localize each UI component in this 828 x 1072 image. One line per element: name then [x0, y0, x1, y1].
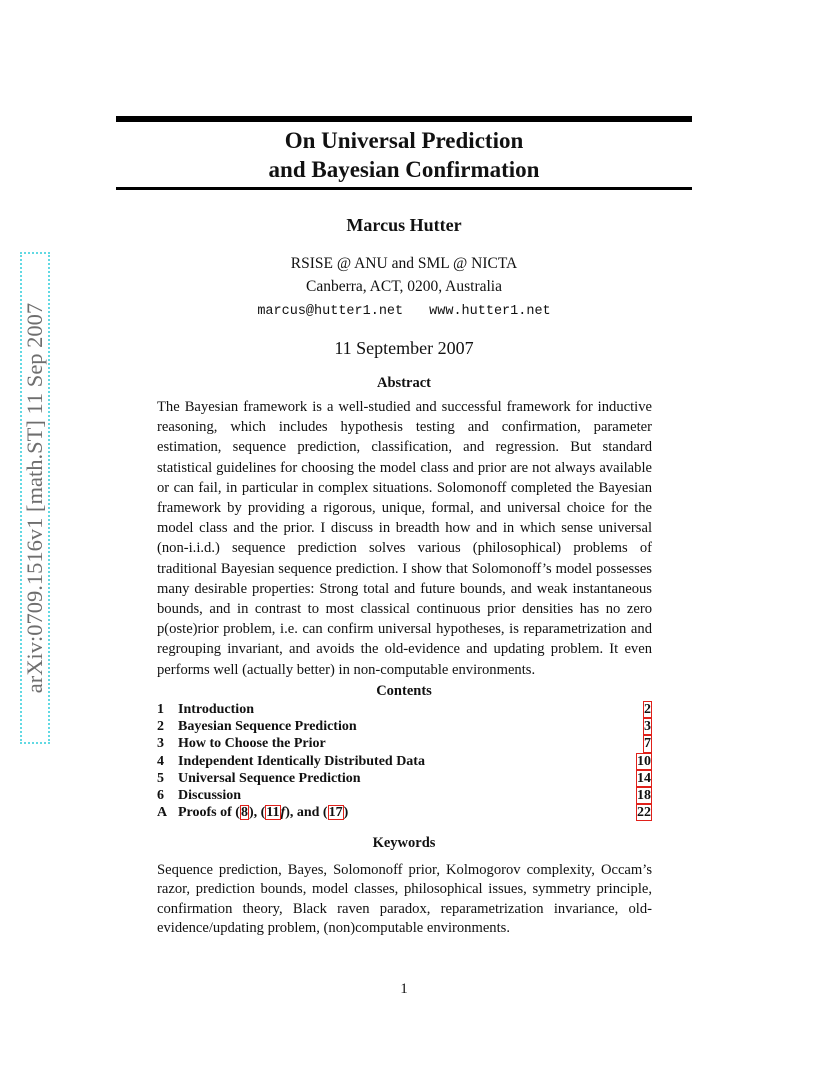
toc-title[interactable] — [178, 804, 348, 821]
toc-entry[interactable] — [157, 701, 652, 718]
toc-title[interactable]: Introduction — [178, 702, 254, 717]
equation-ref-8[interactable]: 8 — [240, 805, 248, 821]
appendix-prefix: Proofs of ( — [178, 805, 240, 821]
email-link[interactable]: marcus@hutter1.net — [257, 304, 404, 319]
toc-number: 2 — [157, 719, 164, 735]
toc-page-link[interactable]: 2 — [644, 702, 651, 717]
toc-page-link[interactable]: 3 — [644, 719, 651, 735]
title-line-1: On Universal Prediction — [284, 128, 524, 153]
toc-entry[interactable] — [157, 753, 652, 770]
toc-number: A — [157, 805, 168, 821]
toc-page-link[interactable]: 18 — [637, 787, 651, 803]
toc-number: 4 — [157, 753, 164, 769]
title-line-2: and Bayesian Confirmation — [268, 157, 540, 182]
toc-page-link[interactable]: 10 — [637, 753, 651, 769]
toc-title[interactable]: Discussion — [178, 787, 242, 803]
toc-entry[interactable] — [157, 735, 652, 752]
toc-title[interactable]: Bayesian Sequence Prediction — [178, 719, 357, 735]
arxiv-stamp[interactable] — [20, 252, 50, 744]
toc-number: 3 — [157, 736, 164, 752]
equation-ref-11[interactable]: 11 — [266, 805, 280, 821]
keywords-text: Sequence prediction, Bayes, Solomonoff prior, Kolmogorov complexity, Occam’s razor, prediction bounds, model classes, philosophical issues, symmetry principle, confirmation theory, Black raven paradox, reparametrization invariance, old-evidence/updating problem, (non)computable environments. — [157, 862, 652, 936]
toc-number: 5 — [157, 770, 164, 786]
title-bottom-rule — [116, 187, 692, 190]
website-link[interactable]: www.hutter1.net — [429, 304, 551, 319]
equation-suffix: f — [280, 805, 286, 821]
keywords-heading: Keywords — [372, 835, 436, 851]
paper-date: 11 September 2007 — [334, 338, 474, 358]
location: Canberra, ACT, 0200, Australia — [305, 278, 502, 295]
contact-line — [116, 304, 692, 319]
toc-title[interactable]: Universal Sequence Prediction — [178, 770, 361, 786]
affiliation: RSISE @ ANU and SML @ NICTA — [290, 255, 518, 272]
toc-page-link[interactable]: 14 — [637, 770, 651, 786]
abstract-heading: Abstract — [377, 375, 431, 391]
arxiv-id[interactable]: arXiv:0709.1516v1 [math.ST] 11 Sep 2007 — [22, 302, 47, 694]
page-number: 1 — [400, 981, 408, 997]
appendix-sep-2: ), and ( — [285, 805, 328, 821]
toc-number: 1 — [157, 702, 164, 717]
paper-title — [116, 126, 692, 184]
appendix-suffix: ) — [343, 805, 349, 821]
toc-entry[interactable] — [157, 718, 652, 735]
toc-title[interactable]: Independent Identically Distributed Data — [178, 753, 425, 769]
abstract-text: The Bayesian framework is a well-studied and successful framework for inductive reasoning, which includes hypothesis testing and confirmation, parameter estimation, sequence prediction, classification, and regression. But standard statistical guidelines for choosing the model class and prior are not always available or can fail, in particular in complex situations. Solomonoff completed the Bayesian framework by providing a rigorous, unique, formal, and universal choice for the model class and the prior. I discuss in breadth how and in which sense universal (non-i.i.d.) sequence prediction solves various (philosophical) problems of traditional Bayesian sequence prediction. I show that Solomonoff’s model possesses many desirable properties: Strong total and future bounds, and weak instantaneous bounds, and in contrast to most classical continuous prior densities has no zero p(oste)rior problem, i.e. can confirm universal hypotheses, is reparametrization and regrouping invariant, and avoids the old-evidence and updating problem. It even performs well (actually better) in non-computable environments. — [157, 399, 652, 678]
contents-heading: Contents — [376, 683, 432, 699]
toc-entry[interactable] — [157, 787, 652, 804]
toc-number: 6 — [157, 787, 164, 803]
title-top-rule — [116, 116, 692, 122]
toc-entry[interactable] — [157, 770, 652, 787]
toc-page-link[interactable]: 7 — [644, 736, 651, 752]
table-of-contents — [157, 701, 652, 821]
author-name: Marcus Hutter — [346, 215, 462, 235]
appendix-sep-1: ), ( — [248, 805, 266, 821]
toc-title[interactable]: How to Choose the Prior — [178, 736, 326, 752]
toc-page-link[interactable]: 22 — [637, 805, 651, 821]
toc-entry-appendix[interactable] — [157, 804, 652, 821]
equation-ref-17[interactable]: 17 — [328, 805, 343, 821]
